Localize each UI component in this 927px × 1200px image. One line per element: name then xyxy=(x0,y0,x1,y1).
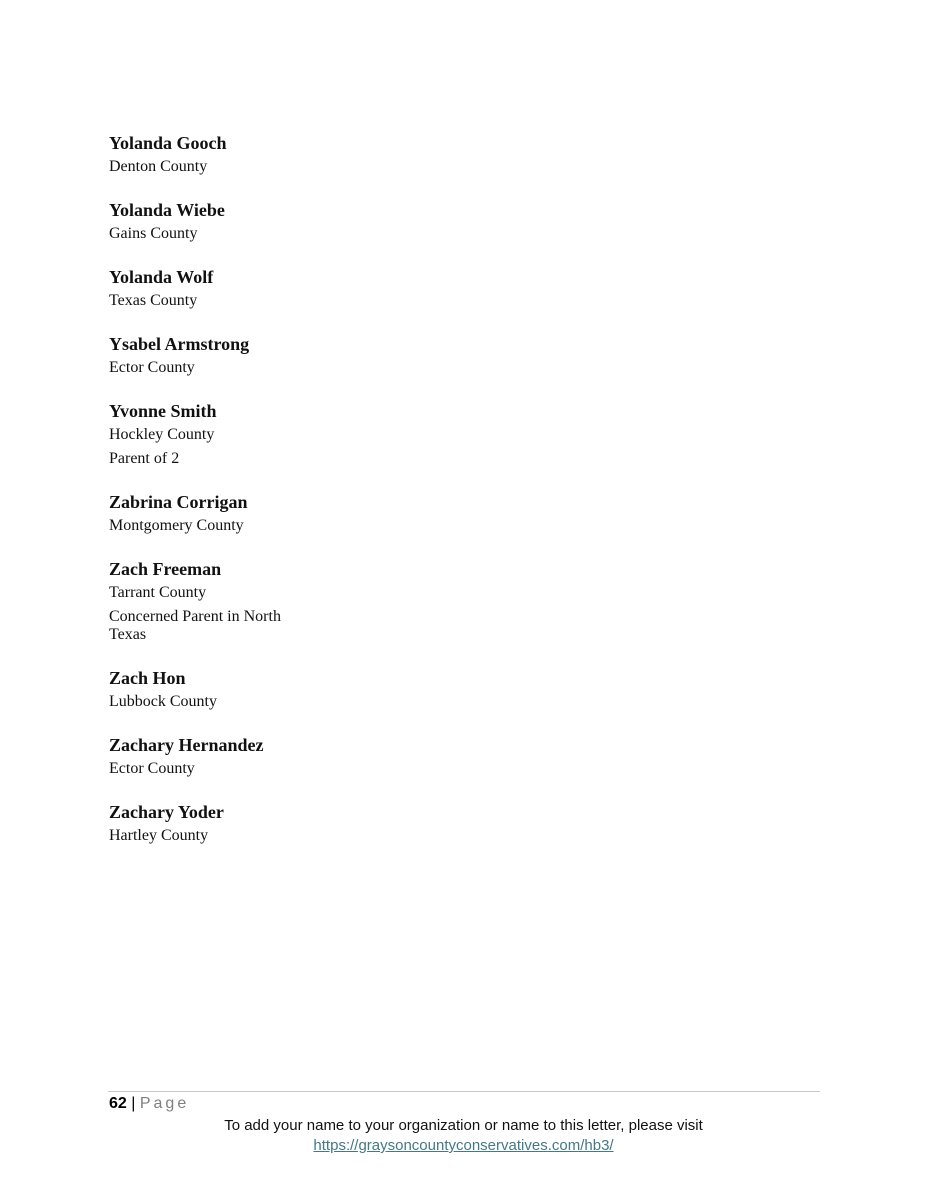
page-number xyxy=(109,1095,189,1113)
signatory-county: Ector County xyxy=(109,359,195,376)
signatory-county: Ector County xyxy=(109,760,195,777)
signatory-county: Hartley County xyxy=(109,827,209,844)
signatory-name: Yolanda Gooch xyxy=(109,133,227,153)
signatory-county: Tarrant County xyxy=(109,584,207,601)
signatory-entry xyxy=(109,559,319,644)
footer-divider xyxy=(108,1091,820,1092)
signatory-entry xyxy=(109,401,319,468)
page-separator: | xyxy=(131,1095,136,1112)
signatory-county: Denton County xyxy=(109,158,208,175)
signatory-entry xyxy=(109,334,319,377)
signatory-name: Zach Freeman xyxy=(109,559,222,579)
signatory-county: Montgomery County xyxy=(109,517,244,534)
notice-text: To add your name to your organization or name to this letter, please visit xyxy=(224,1117,703,1134)
signatory-name: Zachary Yoder xyxy=(109,802,224,822)
signatory-name: Yolanda Wiebe xyxy=(109,200,225,220)
signup-link[interactable]: https://graysoncountyconservatives.com/hb3/ xyxy=(313,1137,614,1154)
footer-notice xyxy=(0,1116,927,1156)
signatory-entry xyxy=(109,267,319,310)
signatory-name: Yvonne Smith xyxy=(109,401,217,421)
signatory-name: Zachary Hernandez xyxy=(109,735,264,755)
signatory-note: Parent of 2 xyxy=(109,450,180,467)
signatory-entry xyxy=(109,492,319,535)
signatory-name: Yolanda Wolf xyxy=(109,267,214,287)
signatory-name: Ysabel Armstrong xyxy=(109,334,250,354)
signatory-entry xyxy=(109,735,319,778)
signatory-entry xyxy=(109,668,319,711)
page-number-value: 62 xyxy=(109,1095,127,1112)
signatory-name: Zach Hon xyxy=(109,668,186,688)
signatory-entry xyxy=(109,802,319,845)
signatory-county: Lubbock County xyxy=(109,693,217,710)
signatory-county: Texas County xyxy=(109,292,198,309)
signatory-list xyxy=(109,133,319,869)
signatory-county: Hockley County xyxy=(109,426,215,443)
signatory-entry xyxy=(109,133,319,176)
signatory-entry xyxy=(109,200,319,243)
signatory-note: Concerned Parent in North Texas xyxy=(109,608,281,643)
signatory-name: Zabrina Corrigan xyxy=(109,492,248,512)
signatory-county: Gains County xyxy=(109,225,198,242)
page-label: Page xyxy=(139,1095,190,1112)
